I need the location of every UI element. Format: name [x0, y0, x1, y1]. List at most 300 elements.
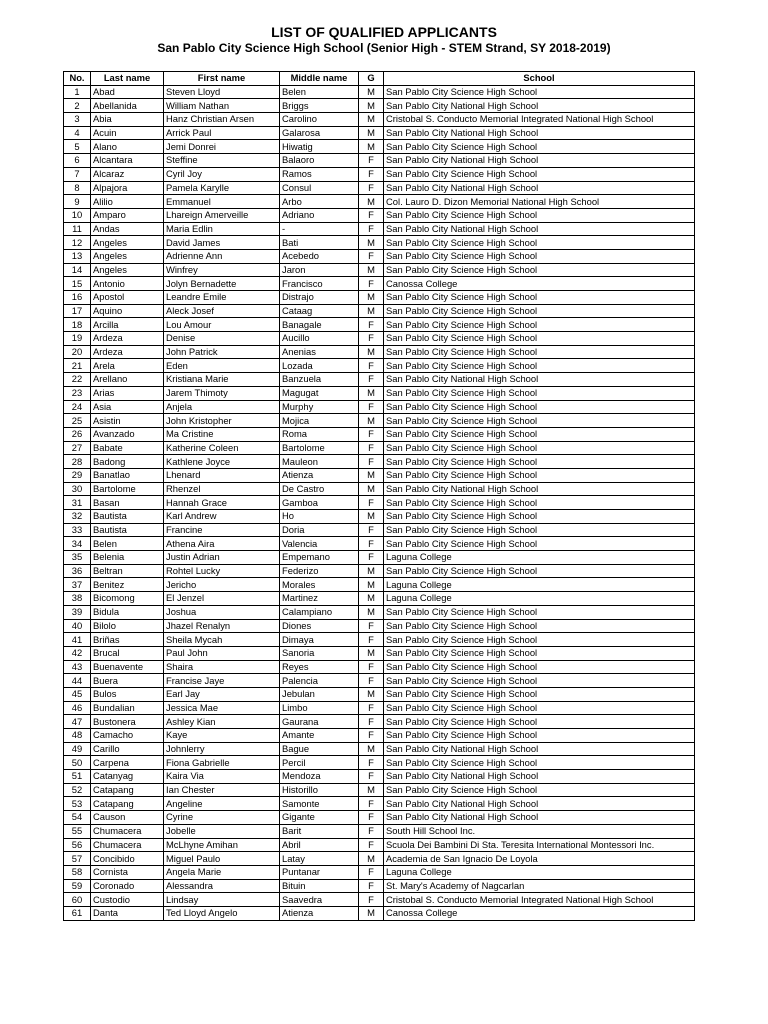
- header-last-name: Last name: [91, 72, 164, 86]
- cell-no: 28: [64, 455, 91, 469]
- cell-last-name: Belen: [91, 537, 164, 551]
- cell-gender: M: [359, 783, 384, 797]
- cell-gender: M: [359, 236, 384, 250]
- cell-gender: F: [359, 277, 384, 291]
- cell-last-name: Carpena: [91, 756, 164, 770]
- cell-school: San Pablo City Science High School: [384, 386, 695, 400]
- cell-last-name: Angeles: [91, 249, 164, 263]
- cell-school: San Pablo City Science High School: [384, 660, 695, 674]
- cell-no: 46: [64, 701, 91, 715]
- cell-gender: F: [359, 427, 384, 441]
- cell-gender: F: [359, 537, 384, 551]
- cell-first-name: Athena Aira: [164, 537, 280, 551]
- cell-middle-name: Distrajo: [280, 291, 359, 305]
- cell-first-name: Sheila Mycah: [164, 633, 280, 647]
- table-row: [64, 742, 695, 756]
- cell-no: 61: [64, 906, 91, 920]
- cell-school: San Pablo City National High School: [384, 126, 695, 140]
- cell-school: San Pablo City Science High School: [384, 304, 695, 318]
- table-row: [64, 140, 695, 154]
- cell-last-name: Catapang: [91, 783, 164, 797]
- cell-school: San Pablo City Science High School: [384, 455, 695, 469]
- cell-school: San Pablo City Science High School: [384, 715, 695, 729]
- cell-first-name: Francine: [164, 523, 280, 537]
- cell-last-name: Angeles: [91, 263, 164, 277]
- cell-first-name: Miguel Paulo: [164, 852, 280, 866]
- cell-first-name: Joshua: [164, 605, 280, 619]
- header-gender: G: [359, 72, 384, 86]
- cell-last-name: Arela: [91, 359, 164, 373]
- cell-gender: F: [359, 701, 384, 715]
- cell-first-name: Kristiana Marie: [164, 373, 280, 387]
- table-row: [64, 687, 695, 701]
- cell-gender: F: [359, 729, 384, 743]
- cell-first-name: McLhyne Amihan: [164, 838, 280, 852]
- cell-no: 14: [64, 263, 91, 277]
- cell-no: 30: [64, 482, 91, 496]
- cell-school: St. Mary's Academy of Nagcarlan: [384, 879, 695, 893]
- table-row: [64, 427, 695, 441]
- table-row: [64, 304, 695, 318]
- cell-last-name: Babate: [91, 441, 164, 455]
- cell-school: San Pablo City Science High School: [384, 85, 695, 99]
- cell-last-name: Alcaraz: [91, 167, 164, 181]
- cell-middle-name: Carolino: [280, 113, 359, 127]
- cell-last-name: Arcilla: [91, 318, 164, 332]
- cell-middle-name: Bague: [280, 742, 359, 756]
- cell-middle-name: Banzuela: [280, 373, 359, 387]
- cell-gender: F: [359, 523, 384, 537]
- table-row: [64, 852, 695, 866]
- page-title: LIST OF QUALIFIED APPLICANTS: [271, 24, 497, 40]
- cell-school: San Pablo City Science High School: [384, 496, 695, 510]
- cell-school: Cristobal S. Conducto Memorial Integrated National High School: [384, 893, 695, 907]
- cell-no: 18: [64, 318, 91, 332]
- cell-first-name: Alessandra: [164, 879, 280, 893]
- cell-last-name: Ardeza: [91, 332, 164, 346]
- table-row: [64, 783, 695, 797]
- table-row: [64, 605, 695, 619]
- cell-gender: F: [359, 181, 384, 195]
- cell-last-name: Concibido: [91, 852, 164, 866]
- header-first-name: First name: [164, 72, 280, 86]
- cell-first-name: Ashley Kian: [164, 715, 280, 729]
- cell-middle-name: Morales: [280, 578, 359, 592]
- cell-last-name: Carillo: [91, 742, 164, 756]
- table-row: [64, 756, 695, 770]
- cell-gender: F: [359, 441, 384, 455]
- cell-gender: M: [359, 578, 384, 592]
- cell-school: San Pablo City Science High School: [384, 646, 695, 660]
- table-row: [64, 400, 695, 414]
- cell-last-name: Causon: [91, 811, 164, 825]
- cell-school: South Hill School Inc.: [384, 824, 695, 838]
- table-row: [64, 797, 695, 811]
- cell-last-name: Abellanida: [91, 99, 164, 113]
- table-row: [64, 838, 695, 852]
- cell-middle-name: Mendoza: [280, 770, 359, 784]
- cell-no: 21: [64, 359, 91, 373]
- cell-no: 7: [64, 167, 91, 181]
- table-row: [64, 167, 695, 181]
- cell-first-name: Earl Jay: [164, 687, 280, 701]
- cell-last-name: Bidula: [91, 605, 164, 619]
- cell-gender: M: [359, 482, 384, 496]
- cell-no: 3: [64, 113, 91, 127]
- cell-school: San Pablo City National High School: [384, 742, 695, 756]
- table-row: [64, 906, 695, 920]
- cell-gender: F: [359, 455, 384, 469]
- cell-last-name: Benitez: [91, 578, 164, 592]
- cell-middle-name: Atienza: [280, 468, 359, 482]
- cell-last-name: Acuin: [91, 126, 164, 140]
- cell-school: Laguna College: [384, 551, 695, 565]
- cell-gender: M: [359, 195, 384, 209]
- cell-first-name: Lindsay: [164, 893, 280, 907]
- cell-first-name: Eden: [164, 359, 280, 373]
- header-school: School: [384, 72, 695, 86]
- cell-school: San Pablo City Science High School: [384, 523, 695, 537]
- cell-first-name: Rhenzel: [164, 482, 280, 496]
- cell-last-name: Belenia: [91, 551, 164, 565]
- cell-middle-name: Balaoro: [280, 154, 359, 168]
- table-row: [64, 537, 695, 551]
- cell-gender: F: [359, 824, 384, 838]
- cell-school: Cristobal S. Conducto Memorial Integrated National High School: [384, 113, 695, 127]
- cell-middle-name: Roma: [280, 427, 359, 441]
- cell-first-name: Kaye: [164, 729, 280, 743]
- cell-no: 57: [64, 852, 91, 866]
- cell-first-name: Paul John: [164, 646, 280, 660]
- cell-no: 56: [64, 838, 91, 852]
- cell-no: 50: [64, 756, 91, 770]
- cell-last-name: Banatlao: [91, 468, 164, 482]
- cell-no: 1: [64, 85, 91, 99]
- cell-middle-name: Francisco: [280, 277, 359, 291]
- cell-first-name: Angeline: [164, 797, 280, 811]
- cell-last-name: Asistin: [91, 414, 164, 428]
- cell-last-name: Buenavente: [91, 660, 164, 674]
- cell-middle-name: Magugat: [280, 386, 359, 400]
- cell-gender: F: [359, 373, 384, 387]
- table-row: [64, 414, 695, 428]
- cell-school: San Pablo City National High School: [384, 181, 695, 195]
- cell-first-name: Ted Lloyd Angelo: [164, 906, 280, 920]
- table-row: [64, 154, 695, 168]
- table-row: [64, 386, 695, 400]
- cell-no: 13: [64, 249, 91, 263]
- cell-school: San Pablo City National High School: [384, 811, 695, 825]
- cell-school: San Pablo City Science High School: [384, 400, 695, 414]
- cell-last-name: Bicomong: [91, 592, 164, 606]
- cell-school: San Pablo City Science High School: [384, 236, 695, 250]
- cell-gender: F: [359, 359, 384, 373]
- cell-middle-name: Aucillo: [280, 332, 359, 346]
- cell-school: San Pablo City Science High School: [384, 318, 695, 332]
- cell-middle-name: Atienza: [280, 906, 359, 920]
- cell-first-name: Cyrine: [164, 811, 280, 825]
- cell-gender: F: [359, 167, 384, 181]
- cell-middle-name: Anenias: [280, 345, 359, 359]
- cell-middle-name: Gigante: [280, 811, 359, 825]
- cell-middle-name: Sanoria: [280, 646, 359, 660]
- table-row: [64, 468, 695, 482]
- cell-first-name: Fiona Gabrielle: [164, 756, 280, 770]
- table-row: [64, 249, 695, 263]
- table-row: [64, 85, 695, 99]
- cell-middle-name: Abril: [280, 838, 359, 852]
- cell-no: 27: [64, 441, 91, 455]
- cell-no: 39: [64, 605, 91, 619]
- cell-gender: F: [359, 551, 384, 565]
- cell-school: San Pablo City Science High School: [384, 633, 695, 647]
- cell-gender: M: [359, 468, 384, 482]
- cell-last-name: Basan: [91, 496, 164, 510]
- cell-gender: F: [359, 756, 384, 770]
- table-row: [64, 879, 695, 893]
- cell-gender: F: [359, 879, 384, 893]
- cell-middle-name: Amante: [280, 729, 359, 743]
- cell-middle-name: Saavedra: [280, 893, 359, 907]
- cell-last-name: Chumacera: [91, 824, 164, 838]
- cell-last-name: Bilolo: [91, 619, 164, 633]
- cell-first-name: Shaira: [164, 660, 280, 674]
- table-row: [64, 646, 695, 660]
- cell-middle-name: Galarosa: [280, 126, 359, 140]
- cell-first-name: Anjela: [164, 400, 280, 414]
- cell-first-name: Katherine Coleen: [164, 441, 280, 455]
- cell-gender: F: [359, 715, 384, 729]
- cell-no: 41: [64, 633, 91, 647]
- cell-middle-name: Adriano: [280, 208, 359, 222]
- cell-first-name: Kaira Via: [164, 770, 280, 784]
- cell-gender: M: [359, 291, 384, 305]
- cell-no: 43: [64, 660, 91, 674]
- cell-no: 55: [64, 824, 91, 838]
- cell-gender: M: [359, 85, 384, 99]
- cell-last-name: Buera: [91, 674, 164, 688]
- cell-gender: M: [359, 140, 384, 154]
- cell-first-name: Hanz Christian Arsen: [164, 113, 280, 127]
- table-body: [64, 85, 695, 920]
- cell-last-name: Bundalian: [91, 701, 164, 715]
- cell-no: 2: [64, 99, 91, 113]
- table-row: [64, 373, 695, 387]
- cell-school: San Pablo City Science High School: [384, 687, 695, 701]
- cell-first-name: Kathlene Joyce: [164, 455, 280, 469]
- cell-gender: F: [359, 674, 384, 688]
- cell-no: 20: [64, 345, 91, 359]
- cell-first-name: William Nathan: [164, 99, 280, 113]
- cell-gender: F: [359, 318, 384, 332]
- cell-last-name: Catapang: [91, 797, 164, 811]
- cell-school: Canossa College: [384, 277, 695, 291]
- cell-middle-name: Limbo: [280, 701, 359, 715]
- cell-middle-name: Puntanar: [280, 865, 359, 879]
- cell-first-name: Ian Chester: [164, 783, 280, 797]
- cell-gender: M: [359, 113, 384, 127]
- cell-last-name: Asia: [91, 400, 164, 414]
- cell-gender: M: [359, 852, 384, 866]
- cell-middle-name: Percil: [280, 756, 359, 770]
- cell-middle-name: Arbo: [280, 195, 359, 209]
- cell-school: San Pablo City Science High School: [384, 291, 695, 305]
- cell-last-name: Avanzado: [91, 427, 164, 441]
- cell-last-name: Beltran: [91, 564, 164, 578]
- cell-school: San Pablo City Science High School: [384, 441, 695, 455]
- cell-middle-name: Latay: [280, 852, 359, 866]
- cell-middle-name: Reyes: [280, 660, 359, 674]
- cell-first-name: David James: [164, 236, 280, 250]
- cell-last-name: Brucal: [91, 646, 164, 660]
- cell-first-name: John Patrick: [164, 345, 280, 359]
- cell-gender: F: [359, 249, 384, 263]
- cell-no: 11: [64, 222, 91, 236]
- cell-school: San Pablo City Science High School: [384, 414, 695, 428]
- cell-school: San Pablo City Science High School: [384, 345, 695, 359]
- cell-no: 35: [64, 551, 91, 565]
- page-subtitle: San Pablo City Science High School (Senior High - STEM Strand, SY 2018-2019): [157, 41, 611, 55]
- cell-school: San Pablo City Science High School: [384, 564, 695, 578]
- table-header-row: [64, 72, 695, 86]
- cell-middle-name: Calampiano: [280, 605, 359, 619]
- cell-gender: F: [359, 154, 384, 168]
- table-row: [64, 291, 695, 305]
- cell-no: 47: [64, 715, 91, 729]
- cell-no: 25: [64, 414, 91, 428]
- cell-no: 26: [64, 427, 91, 441]
- cell-gender: F: [359, 893, 384, 907]
- table-row: [64, 510, 695, 524]
- cell-first-name: Denise: [164, 332, 280, 346]
- cell-school: Academia de San Ignacio De Loyola: [384, 852, 695, 866]
- cell-last-name: Catanyag: [91, 770, 164, 784]
- table-row: [64, 523, 695, 537]
- table-row: [64, 318, 695, 332]
- table-row: [64, 619, 695, 633]
- cell-school: Scuola Dei Bambini Di Sta. Teresita International Montessori Inc.: [384, 838, 695, 852]
- cell-school: San Pablo City Science High School: [384, 167, 695, 181]
- cell-middle-name: Barit: [280, 824, 359, 838]
- cell-no: 17: [64, 304, 91, 318]
- cell-first-name: Lhenard: [164, 468, 280, 482]
- cell-gender: F: [359, 770, 384, 784]
- cell-last-name: Briñas: [91, 633, 164, 647]
- cell-gender: F: [359, 838, 384, 852]
- cell-last-name: Arellano: [91, 373, 164, 387]
- header-no: No.: [64, 72, 91, 86]
- table-row: [64, 263, 695, 277]
- cell-gender: M: [359, 345, 384, 359]
- cell-no: 9: [64, 195, 91, 209]
- cell-first-name: Lhareign Amerveille: [164, 208, 280, 222]
- cell-first-name: Aleck Josef: [164, 304, 280, 318]
- cell-gender: F: [359, 208, 384, 222]
- cell-school: San Pablo City National High School: [384, 797, 695, 811]
- cell-school: San Pablo City Science High School: [384, 619, 695, 633]
- cell-school: San Pablo City National High School: [384, 154, 695, 168]
- cell-school: San Pablo City Science High School: [384, 701, 695, 715]
- cell-last-name: Arias: [91, 386, 164, 400]
- cell-middle-name: Acebedo: [280, 249, 359, 263]
- cell-middle-name: Doria: [280, 523, 359, 537]
- cell-school: San Pablo City National High School: [384, 482, 695, 496]
- cell-gender: M: [359, 263, 384, 277]
- cell-last-name: Antonio: [91, 277, 164, 291]
- cell-gender: M: [359, 126, 384, 140]
- cell-last-name: Bautista: [91, 523, 164, 537]
- cell-first-name: Cyril Joy: [164, 167, 280, 181]
- cell-middle-name: Gaurana: [280, 715, 359, 729]
- cell-gender: F: [359, 619, 384, 633]
- cell-gender: M: [359, 510, 384, 524]
- cell-no: 49: [64, 742, 91, 756]
- cell-last-name: Bartolome: [91, 482, 164, 496]
- cell-no: 32: [64, 510, 91, 524]
- cell-first-name: Jemi Donrei: [164, 140, 280, 154]
- cell-middle-name: Federizo: [280, 564, 359, 578]
- table-row: [64, 208, 695, 222]
- cell-gender: F: [359, 400, 384, 414]
- table-row: [64, 441, 695, 455]
- cell-no: 31: [64, 496, 91, 510]
- cell-no: 42: [64, 646, 91, 660]
- cell-middle-name: Martinez: [280, 592, 359, 606]
- cell-middle-name: Banagale: [280, 318, 359, 332]
- cell-last-name: Bulos: [91, 687, 164, 701]
- cell-gender: F: [359, 633, 384, 647]
- cell-last-name: Alcantara: [91, 154, 164, 168]
- cell-school: San Pablo City Science High School: [384, 427, 695, 441]
- cell-middle-name: Palencia: [280, 674, 359, 688]
- table-row: [64, 770, 695, 784]
- cell-last-name: Alilio: [91, 195, 164, 209]
- cell-last-name: Bautista: [91, 510, 164, 524]
- cell-no: 48: [64, 729, 91, 743]
- cell-first-name: Steven Lloyd: [164, 85, 280, 99]
- cell-no: 58: [64, 865, 91, 879]
- cell-first-name: John Kristopher: [164, 414, 280, 428]
- cell-middle-name: Samonte: [280, 797, 359, 811]
- cell-middle-name: Valencia: [280, 537, 359, 551]
- table-row: [64, 236, 695, 250]
- cell-first-name: El Jenzel: [164, 592, 280, 606]
- cell-school: San Pablo City Science High School: [384, 359, 695, 373]
- cell-first-name: Jericho: [164, 578, 280, 592]
- cell-middle-name: De Castro: [280, 482, 359, 496]
- cell-last-name: Apostol: [91, 291, 164, 305]
- table-row: [64, 551, 695, 565]
- cell-no: 40: [64, 619, 91, 633]
- cell-first-name: Emmanuel: [164, 195, 280, 209]
- cell-school: Laguna College: [384, 865, 695, 879]
- cell-middle-name: Ho: [280, 510, 359, 524]
- cell-last-name: Amparo: [91, 208, 164, 222]
- cell-no: 37: [64, 578, 91, 592]
- cell-school: San Pablo City Science High School: [384, 674, 695, 688]
- cell-no: 8: [64, 181, 91, 195]
- cell-first-name: Leandre Emile: [164, 291, 280, 305]
- cell-gender: M: [359, 592, 384, 606]
- cell-first-name: Steffine: [164, 154, 280, 168]
- cell-school: San Pablo City Science High School: [384, 729, 695, 743]
- table-row: [64, 332, 695, 346]
- cell-school: San Pablo City Science High School: [384, 140, 695, 154]
- table-row: [64, 660, 695, 674]
- cell-no: 6: [64, 154, 91, 168]
- cell-first-name: Jessica Mae: [164, 701, 280, 715]
- cell-gender: M: [359, 304, 384, 318]
